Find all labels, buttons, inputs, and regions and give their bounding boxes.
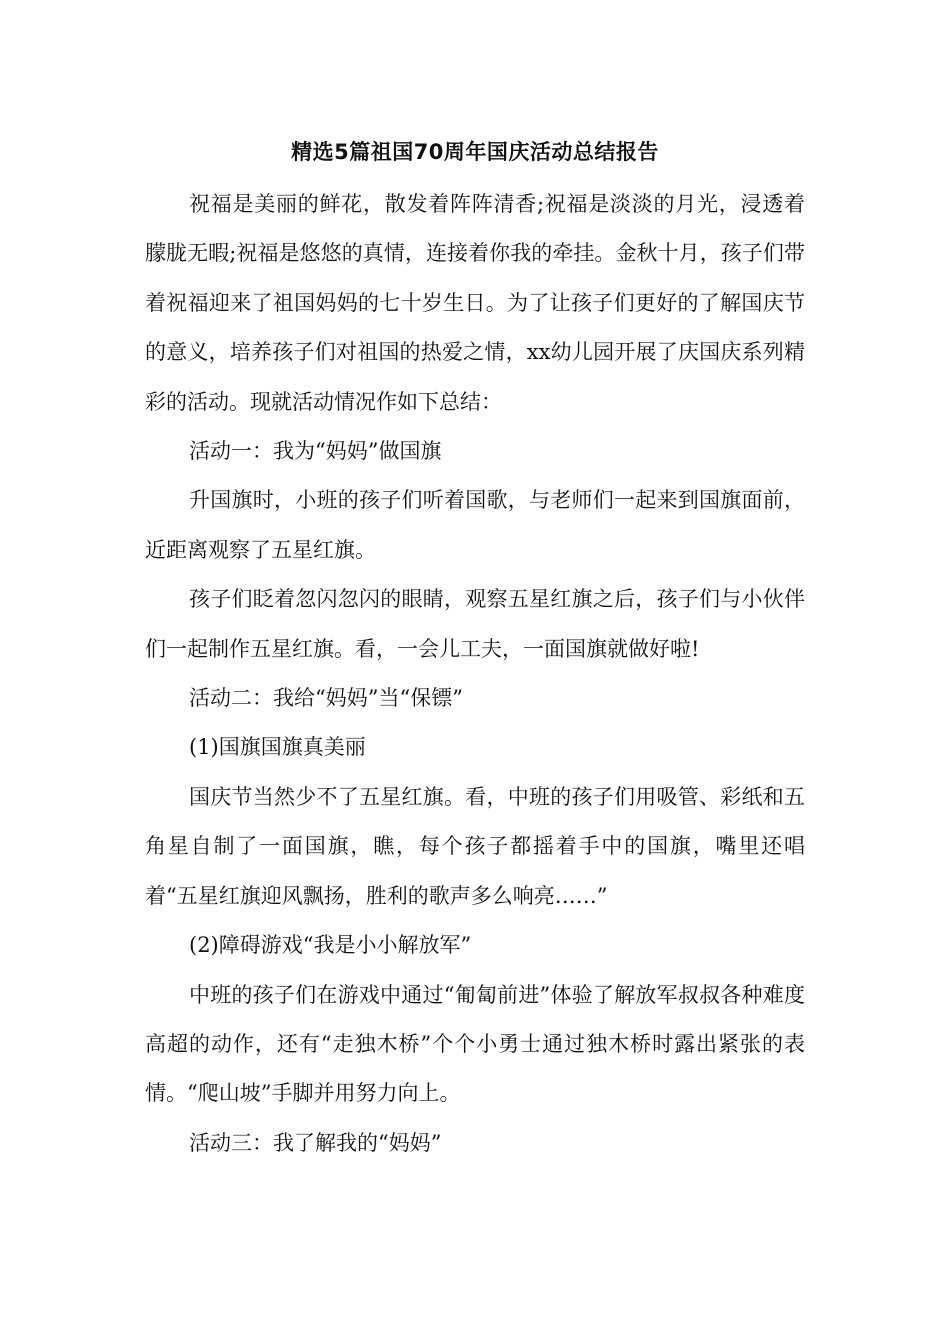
document-title: 精选5篇祖国70周年国庆活动总结报告 xyxy=(291,140,659,164)
paragraph-obstacle-game: 中班的孩子们在游戏中通过“匍匐前进”体验了解放军叔叔各种难度高超的动作，还有“走独木桥”个个小勇士通过独木桥时露出紧张的表情。“爬山坡”手脚并用努力向上。 xyxy=(145,982,805,1106)
paragraph-flag-raising: 升国旗时，小班的孩子们听着国歌，与老师们一起来到国旗面前，近距离观察了五星红旗。 xyxy=(145,488,805,562)
paragraph-make-flag: 孩子们眨着忽闪忽闪的眼睛，观察五星红旗之后，孩子们与小伙伴们一起制作五星红旗。看，一会儿工夫，一面国旗就做好啦! xyxy=(145,587,805,661)
paragraph-intro: 祝福是美丽的鲜花，散发着阵阵清香;祝福是淡淡的月光，浸透着朦胧无暇;祝福是悠悠的真情，连接着你我的牵挂。金秋十月，孩子们带着祝福迎来了祖国妈妈的七十岁生日。为了让孩子们更好的了解国庆节的意义，培养孩子们对祖国的热爱之情，xx幼儿园开展了庆国庆系列精彩的活动。现就活动情况作如下总结： xyxy=(145,192,805,414)
subheading-obstacle-game: (2)障碍游戏“我是小小解放军” xyxy=(189,933,472,958)
document-body xyxy=(145,180,805,1168)
heading-activity-3: 活动三：我了解我的“妈妈” xyxy=(189,1130,442,1155)
heading-activity-1: 活动一：我为“妈妈”做国旗 xyxy=(189,439,442,464)
subheading-flag-beautiful: (1)国旗国旗真美丽 xyxy=(189,735,366,760)
heading-activity-2: 活动二：我给“妈妈”当“保镖” xyxy=(189,686,463,711)
paragraph-national-day-flag: 国庆节当然少不了五星红旗。看，中班的孩子们用吸管、彩纸和五角星自制了一面国旗，瞧，每个孩子都摇着手中的国旗，嘴里还唱着“五星红旗迎风飘扬，胜利的歌声多么响亮……” xyxy=(145,784,805,908)
